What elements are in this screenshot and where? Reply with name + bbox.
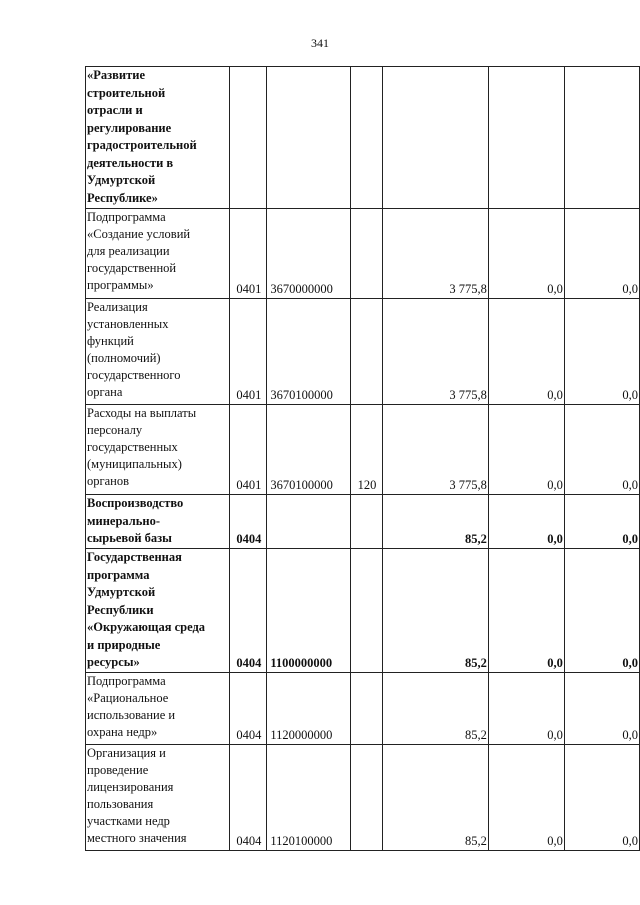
page-number: 341 (311, 36, 329, 50)
target-code (267, 67, 351, 209)
target-code: 3670000000 (267, 209, 351, 299)
section-code: 0401 (230, 209, 267, 299)
table-row (86, 67, 640, 209)
row-name: Организация и проведение лицензирования пользования участками недр местного значения (86, 745, 230, 851)
target-code: 3670100000 (267, 405, 351, 495)
target-code: 3670100000 (267, 299, 351, 405)
table-row (86, 549, 640, 673)
amount-2: 0,0 (488, 673, 564, 745)
amount-2: 0,0 (488, 405, 564, 495)
section-code: 0404 (230, 745, 267, 851)
amount-3: 0,0 (564, 209, 639, 299)
expense-type-code: 120 (351, 405, 383, 495)
section-code: 0404 (230, 495, 267, 549)
expense-type-code (351, 549, 383, 673)
section-code: 0404 (230, 549, 267, 673)
amount-1: 85,2 (382, 673, 488, 745)
amount-2: 0,0 (488, 549, 564, 673)
table-row (86, 673, 640, 745)
amount-1: 3 775,8 (382, 209, 488, 299)
expense-type-code (351, 495, 383, 549)
expense-type-code (351, 67, 383, 209)
section-code: 0401 (230, 405, 267, 495)
target-code (267, 495, 351, 549)
row-name: Воспроизводство минерально- сырьевой базы (86, 495, 230, 549)
table-row (86, 405, 640, 495)
amount-1: 3 775,8 (382, 405, 488, 495)
row-name: Расходы на выплаты персоналу государственных (муниципальных) органов (86, 405, 230, 495)
section-code: 0401 (230, 299, 267, 405)
amount-2 (488, 67, 564, 209)
section-code: 0404 (230, 673, 267, 745)
table-row (86, 299, 640, 405)
expense-type-code (351, 745, 383, 851)
amount-2: 0,0 (488, 209, 564, 299)
section-code (230, 67, 267, 209)
target-code: 1120100000 (267, 745, 351, 851)
amount-1 (382, 67, 488, 209)
table-row (86, 745, 640, 851)
expense-type-code (351, 209, 383, 299)
target-code: 1100000000 (267, 549, 351, 673)
amount-1: 85,2 (382, 495, 488, 549)
amount-1: 85,2 (382, 549, 488, 673)
row-name: Реализация установленных функций (полномочий) государственного органа (86, 299, 230, 405)
budget-table (85, 66, 640, 851)
amount-2: 0,0 (488, 745, 564, 851)
amount-2: 0,0 (488, 299, 564, 405)
row-name: «Развитие строительной отрасли и регулирование градостроительной деятельности в Удмуртской Республике» (86, 67, 230, 209)
expense-type-code (351, 673, 383, 745)
amount-1: 85,2 (382, 745, 488, 851)
expense-type-code (351, 299, 383, 405)
amount-3: 0,0 (564, 673, 639, 745)
amount-1: 3 775,8 (382, 299, 488, 405)
row-name: Государственная программа Удмуртской Республики «Окружающая среда и природные ресурсы» (86, 549, 230, 673)
amount-3: 0,0 (564, 549, 639, 673)
amount-3: 0,0 (564, 299, 639, 405)
row-name: Подпрограмма «Рациональное использование и охрана недр» (86, 673, 230, 745)
amount-3 (564, 67, 639, 209)
target-code: 1120000000 (267, 673, 351, 745)
amount-3: 0,0 (564, 405, 639, 495)
amount-3: 0,0 (564, 745, 639, 851)
amount-2: 0,0 (488, 495, 564, 549)
table-row (86, 209, 640, 299)
amount-3: 0,0 (564, 495, 639, 549)
table-row (86, 495, 640, 549)
row-name: Подпрограмма «Создание условий для реализации государственной программы» (86, 209, 230, 299)
